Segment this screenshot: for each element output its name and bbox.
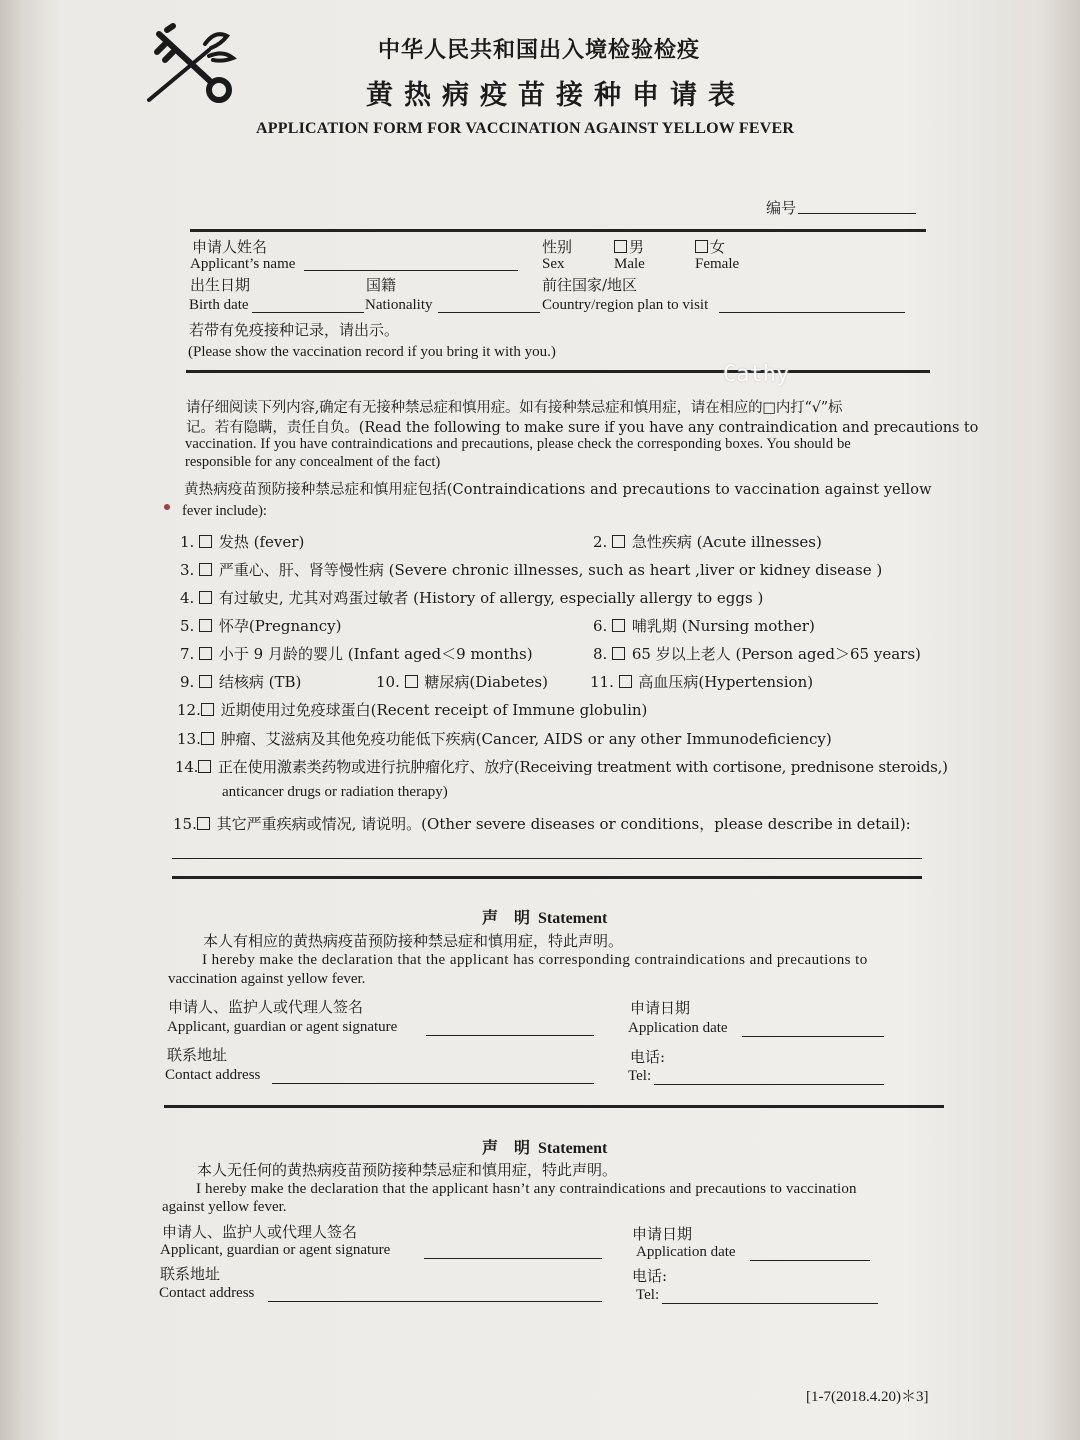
female-label-cn: 女 (710, 238, 726, 256)
country-label-en: Country/region plan to visit (542, 297, 709, 313)
checkbox-icon (199, 647, 212, 660)
condition-label: 发热 (fever) (218, 533, 305, 551)
statement-1-signature-field[interactable] (426, 1035, 594, 1036)
statement-1-body-en-2: vaccination against yellow fever. (168, 971, 366, 987)
form-code: [1-7(2018.4.20)＊3] (806, 1389, 929, 1405)
condition-label: 近期使用过免疫球蛋白(Recent receipt of Immune globulin) (220, 701, 648, 719)
statement-1-signature-label-en: Applicant, guardian or agent signature (167, 1019, 398, 1035)
checkbox-icon (199, 675, 212, 688)
statement-1-tel-field[interactable] (654, 1084, 884, 1085)
condition-label: 其它严重疾病或情况, 请说明。(Other severe diseases or conditions，please describe in detail): (216, 815, 911, 833)
statement-2-signature-label-cn: 申请人、监护人或代理人签名 (162, 1223, 358, 1241)
condition-1-checkbox[interactable] (180, 531, 304, 552)
condition-13-checkbox[interactable] (177, 728, 832, 749)
condition-number: 10. (376, 673, 400, 691)
statement-2-tel-field[interactable] (662, 1303, 878, 1304)
condition-number: 14. (175, 758, 199, 776)
statement-1-tel-label-en: Tel: (628, 1068, 652, 1084)
condition-number: 15. (173, 815, 197, 833)
statement-title-en: Statement (538, 910, 608, 927)
statement-2-address-field[interactable] (268, 1301, 602, 1302)
instructions-line-1: 请仔细阅读下列内容,确定有无接种禁忌症和慎用症。如有接种禁忌症和慎用症，请在相应的□内打“√”标 (186, 400, 843, 416)
checkbox-icon (199, 563, 212, 576)
condition-2-checkbox[interactable] (593, 531, 822, 552)
form-title-en: APPLICATION FORM FOR VACCINATION AGAINST YELLOW FEVER (256, 120, 795, 137)
ink-dot (164, 504, 170, 510)
statement-title-cn: 声 明 (482, 1138, 531, 1157)
condition-6-checkbox[interactable] (593, 615, 815, 636)
condition-number: 9. (180, 673, 195, 691)
condition-number: 7. (180, 645, 195, 663)
applicant-name-field[interactable] (304, 270, 518, 271)
statement-1-date-field[interactable] (742, 1036, 884, 1037)
condition-15-checkbox[interactable] (173, 813, 911, 834)
statement-2-tel-label-en: Tel: (636, 1287, 660, 1303)
checkbox-icon (612, 535, 625, 548)
checkbox-icon (199, 535, 212, 548)
serial-number-label: 编号 (766, 199, 797, 217)
checkbox-icon (612, 619, 625, 632)
birth-date-label-cn: 出生日期 (190, 276, 251, 294)
header-rule (190, 229, 926, 232)
nationality-label-en: Nationality (365, 297, 433, 313)
condition-9-checkbox[interactable] (180, 671, 301, 692)
statement-2-date-label-cn: 申请日期 (632, 1225, 693, 1243)
checkbox-icon (199, 591, 212, 604)
condition-label: 糖尿病(Diabetes) (424, 673, 548, 691)
watermark: Cathy (723, 362, 790, 387)
nationality-field[interactable] (438, 312, 540, 313)
condition-7-checkbox[interactable] (180, 643, 533, 664)
other-conditions-field[interactable] (172, 858, 922, 859)
checkbox-icon (695, 240, 708, 253)
checkbox-icon (198, 760, 211, 773)
country-field[interactable] (719, 312, 905, 313)
statement-2-signature-label-en: Applicant, guardian or agent signature (160, 1242, 391, 1258)
instructions-line-3: vaccination. If you have contraindications and precautions, please check the corresponding boxes. You should be (185, 436, 851, 452)
female-checkbox[interactable] (695, 236, 725, 257)
statement-2-address-label-en: Contact address (159, 1285, 255, 1301)
record-note-cn: 若带有免疫接种记录，请出示。 (189, 321, 400, 339)
form-title-cn: 黄热病疫苗接种申请表 (366, 80, 746, 111)
condition-number: 1. (180, 533, 195, 551)
birth-date-field[interactable] (252, 312, 364, 313)
statement-1-address-label-cn: 联系地址 (167, 1046, 228, 1064)
condition-14-checkbox[interactable] (175, 756, 948, 777)
condition-10-checkbox[interactable] (376, 671, 548, 692)
nationality-label-cn: 国籍 (366, 276, 397, 294)
condition-number: 2. (593, 533, 608, 551)
birth-date-label-en: Birth date (189, 297, 249, 313)
statement-title-cn: 声 明 (482, 908, 531, 927)
statement-1-body-cn: 本人有相应的黄热病疫苗预防接种禁忌症和慎用症，特此声明。 (203, 932, 624, 950)
section-rule (172, 876, 922, 879)
condition-11-checkbox[interactable] (590, 671, 813, 692)
condition-12-checkbox[interactable] (177, 699, 647, 720)
condition-number: 6. (593, 617, 608, 635)
statement-1-tel-label-cn: 电话: (630, 1048, 666, 1066)
condition-number: 5. (180, 617, 195, 635)
checkbox-icon (405, 675, 418, 688)
condition-label: 怀孕(Pregnancy) (218, 617, 342, 635)
condition-label: 肿瘤、艾滋病及其他免疫功能低下疾病(Cancer, AIDS or any other Immunodeficiency) (220, 730, 832, 748)
statement-2-date-label-en: Application date (636, 1244, 736, 1260)
sex-label-cn: 性别 (542, 238, 573, 256)
male-label-cn: 男 (629, 238, 645, 256)
section-rule (164, 1105, 944, 1108)
instructions-line-2: 记。若有隐瞒，责任自负。(Read the following to make sure if you have any contraindication and precautions to (186, 420, 979, 436)
condition-4-checkbox[interactable] (180, 587, 763, 608)
condition-number: 11. (590, 673, 614, 691)
condition-label: 有过敏史, 尤其对鸡蛋过敏者 (History of allergy, especially allergy to eggs ) (218, 589, 764, 607)
condition-number: 4. (180, 589, 195, 607)
statement-2-body-en-2: against yellow fever. (162, 1199, 287, 1215)
statement-2-title (482, 1135, 607, 1158)
male-label-en: Male (614, 256, 645, 272)
statement-1-date-label-cn: 申请日期 (630, 999, 691, 1017)
statement-1-signature-label-cn: 申请人、监护人或代理人签名 (168, 998, 364, 1016)
applicant-name-label-en: Applicant’s name (190, 256, 296, 272)
checkbox-icon (619, 675, 632, 688)
checkbox-icon (612, 647, 625, 660)
agency-title-cn: 中华人民共和国出入境检验检疫 (378, 37, 701, 63)
statement-2-body-cn: 本人无任何的黄热病疫苗预防接种禁忌症和慎用症，特此声明。 (197, 1161, 618, 1179)
condition-label: 结核病 (TB) (218, 673, 302, 691)
checkbox-icon (201, 703, 214, 716)
statement-2-date-field[interactable] (750, 1260, 870, 1261)
statement-1-body-en-1: I hereby make the declaration that the applicant has corresponding contraindications and precautions to (202, 952, 868, 968)
statement-2-signature-field[interactable] (424, 1258, 602, 1259)
condition-3-checkbox[interactable] (180, 559, 882, 580)
condition-label: 哺乳期 (Nursing mother) (631, 617, 815, 635)
condition-number: 13. (177, 730, 201, 748)
statement-1-address-label-en: Contact address (165, 1067, 261, 1083)
condition-label: 小于 9 月龄的婴儿 (Infant aged＜9 months) (218, 645, 533, 663)
condition-label: 65 岁以上老人 (Person aged＞65 years) (631, 645, 921, 663)
checkbox-icon (201, 732, 214, 745)
statement-1-title (482, 905, 607, 928)
checkbox-icon (197, 817, 210, 830)
female-label-en: Female (695, 256, 740, 272)
statement-1-address-field[interactable] (272, 1083, 594, 1084)
condition-8-checkbox[interactable] (593, 643, 921, 664)
inspection-quarantine-emblem-icon (145, 22, 245, 107)
condition-label: 急性疾病 (Acute illnesses) (631, 533, 822, 551)
country-label-cn: 前往国家/地区 (542, 276, 638, 294)
section-rule (186, 370, 930, 373)
condition-number: 12. (177, 701, 201, 719)
statement-2-tel-label-cn: 电话: (632, 1267, 668, 1285)
list-intro-line-2: fever include): (182, 503, 267, 519)
statement-1-date-label-en: Application date (628, 1020, 728, 1036)
statement-title-en: Statement (538, 1140, 608, 1157)
male-checkbox[interactable] (614, 236, 644, 257)
condition-label: 严重心、肝、肾等慢性病 (Severe chronic illnesses, such as heart ,liver or kidney disease ) (218, 561, 883, 579)
sex-label-en: Sex (542, 256, 565, 272)
condition-number: 3. (180, 561, 195, 579)
condition-label: 正在使用激素类药物或进行抗肿瘤化疗、放疗(Receiving treatment with cortisone, prednisone steroids,) (217, 758, 948, 776)
record-note-en: (Please show the vaccination record if you bring it with you.) (188, 344, 556, 360)
condition-number: 8. (593, 645, 608, 663)
statement-2-body-en-1: I hereby make the declaration that the applicant hasn’t any contraindications and precautions to vaccination (196, 1181, 857, 1197)
serial-number-field[interactable] (798, 213, 916, 214)
checkbox-icon (614, 240, 627, 253)
instructions-line-4: responsible for any concealment of the fact) (185, 454, 441, 470)
list-intro-line-1: 黄热病疫苗预防接种禁忌症和慎用症包括(Contraindications and precautions to vaccination against yellow (184, 482, 932, 498)
condition-label: 高血压病(Hypertension) (638, 673, 814, 691)
condition-5-checkbox[interactable] (180, 615, 341, 636)
condition-14-continued: anticancer drugs or radiation therapy) (222, 784, 448, 800)
statement-2-address-label-cn: 联系地址 (160, 1265, 221, 1283)
applicant-name-label-cn: 申请人姓名 (192, 238, 268, 256)
checkbox-icon (199, 619, 212, 632)
